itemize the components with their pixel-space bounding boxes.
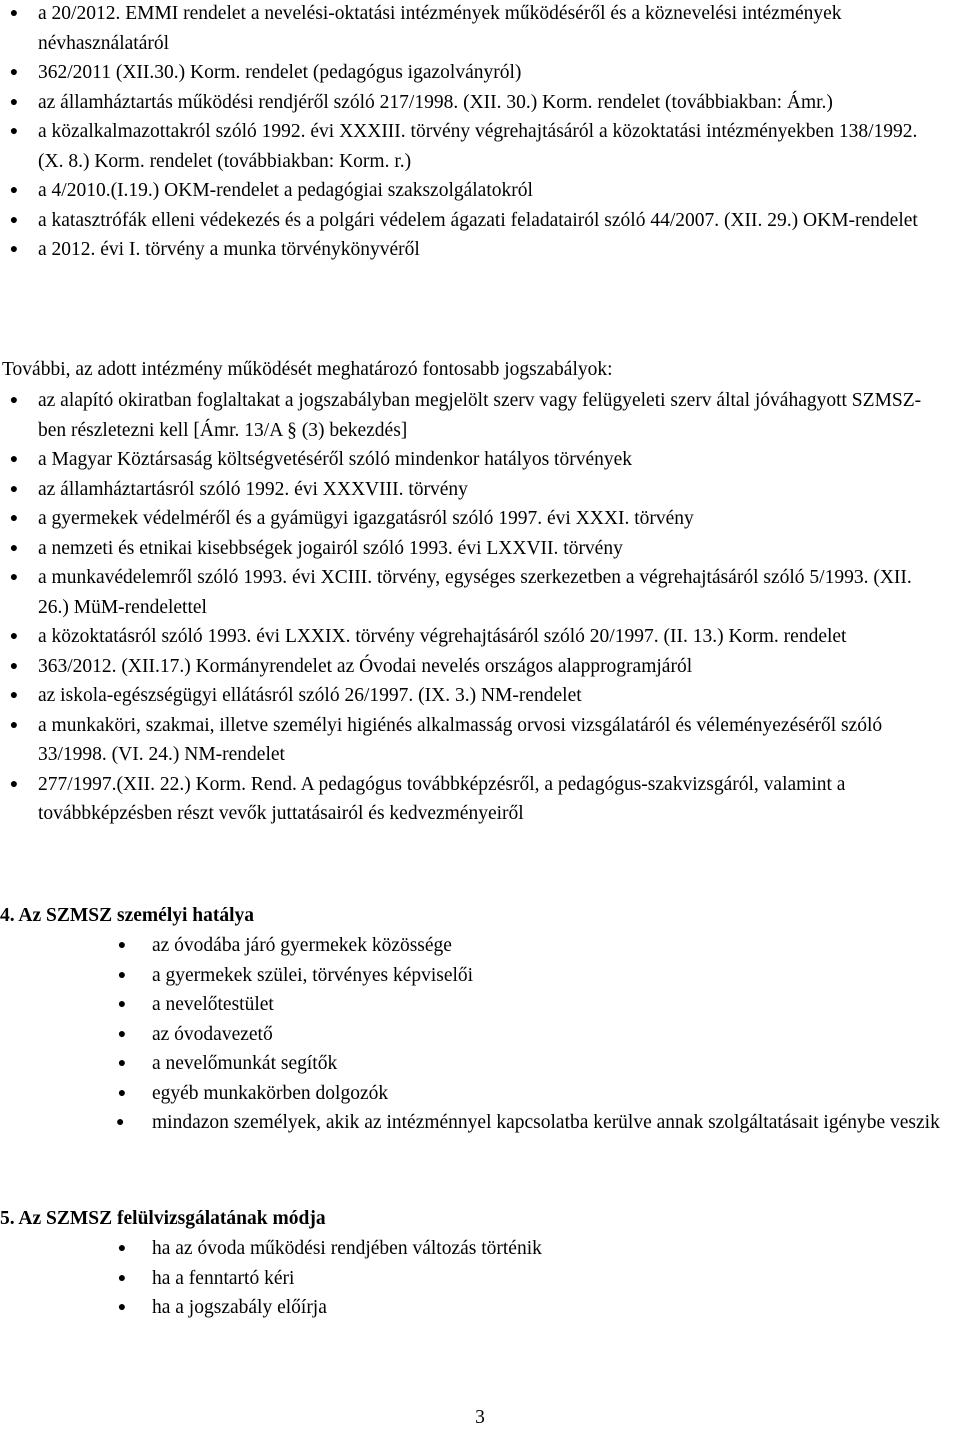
list-item: ● a katasztrófák elleni védekezés és a polgári védelem ágazati feladatairól szóló 44/2007. (XII. 29.) OKM-rendelet: [38, 206, 940, 236]
list-item: ● az óvodavezető: [152, 1020, 956, 1050]
bullet-icon: ●: [9, 65, 19, 80]
bullet-icon: ●: [9, 658, 19, 674]
list-item: ● 363/2012. (XII.17.) Kormányrendelet az Óvodai nevelés országos alapprogramjáról: [38, 652, 940, 682]
list-item: ● a közalkalmazottakról szóló 1992. évi XXXIII. törvény végrehajtásáról a közoktatási intézményekben 138/1992. (X. 8.) Korm. rendelet (továbbiakban: Korm. r.): [38, 117, 940, 176]
bullet-icon: ●: [9, 6, 19, 21]
bullet-icon: ●: [9, 212, 19, 228]
list-item: ● a gyermekek szülei, törvényes képviselői: [152, 961, 956, 991]
list-item: ● ha a jogszabály előírja: [152, 1293, 956, 1323]
intro-paragraph: További, az adott intézmény működését meghatározó fontosabb jogszabályok:: [2, 359, 613, 380]
bullet-icon: ●: [117, 938, 127, 953]
further-regulation-list: [9, 386, 940, 829]
regulation-list: [9, 0, 940, 265]
list-item: ● a közoktatásról szóló 1993. évi LXXIX. törvény végrehajtásáról szóló 20/1997. (II. 13.) Korm. rendelet: [38, 622, 940, 652]
list-item: ● a munkavédelemről szóló 1993. évi XCIII. törvény, egységes szerkezetben a végrehajtásáról szóló 5/1993. (XII. 26.) MüM-rendelettel: [38, 563, 940, 622]
bullet-icon: ●: [117, 1300, 127, 1315]
bullet-icon: ●: [9, 94, 19, 110]
bullet-icon: ●: [9, 776, 19, 792]
list-item: ● ha a fenntartó kéri: [152, 1264, 956, 1294]
bullet-icon: ●: [9, 570, 19, 585]
section-heading-4: 4. Az SZMSZ személyi hatálya: [0, 905, 255, 926]
page-number: 3: [475, 1407, 485, 1428]
list-item: ● 362/2011 (XII.30.) Korm. rendelet (pedagógus igazolványról): [38, 58, 940, 88]
bullet-icon: ●: [9, 688, 19, 703]
bullet-icon: ●: [117, 1056, 127, 1071]
review-list: [117, 1234, 956, 1323]
bullet-icon: ●: [9, 393, 19, 408]
list-item: ● a nemzeti és etnikai kisebbségek jogairól szóló 1993. évi LXXVII. törvény: [38, 534, 940, 564]
list-item: ● a 2012. évi I. törvény a munka törvénykönyvéről: [38, 235, 940, 265]
bullet-icon: ●: [9, 242, 19, 257]
list-item: ● a nevelőmunkát segítők: [152, 1049, 956, 1079]
list-item: ● az iskola-egészségügyi ellátásról szóló 26/1997. (IX. 3.) NM-rendelet: [38, 681, 940, 711]
bullet-icon: ●: [117, 1085, 127, 1101]
bullet-icon: ●: [117, 1241, 127, 1256]
list-item: ● a munkaköri, szakmai, illetve személyi higiénés alkalmasság orvosi vizsgálatáról és véleményezéséről szóló 33/1998. (VI. 24.) NM-rendelet: [38, 711, 940, 770]
list-item: ● 277/1997.(XII. 22.) Korm. Rend. A pedagógus továbbképzésről, a pedagógus-szakvizsgáról, valamint a továbbképzésben részt vevők juttatásairól és kedvezményeiről: [38, 770, 940, 829]
bullet-icon: ●: [9, 717, 19, 733]
bullet-icon: ●: [9, 540, 19, 556]
bullet-icon: ●: [117, 997, 127, 1012]
bullet-icon: ●: [116, 1115, 125, 1130]
list-item: ● az alapító okiratban foglaltakat a jogszabályban megjelölt szerv vagy felügyeleti szerv által jóváhagyott SZMSZ-ben részletezni kell [Ámr. 13/A § (3) bekezdés]: [38, 386, 940, 445]
list-item: ● ha az óvoda működési rendjében változás történik: [152, 1234, 956, 1264]
bullet-icon: ●: [117, 1026, 127, 1042]
list-item: ● a Magyar Köztársaság költségvetéséről szóló mindenkor hatályos törvények: [38, 445, 940, 475]
list-item: ● mindazon személyek, akik az intézménnyel kapcsolatba kerülve annak szolgáltatásait igénybe veszik: [152, 1108, 956, 1138]
list-item: ● a nevelőtestület: [152, 990, 956, 1020]
list-item: ● az államháztartás működési rendjéről szóló 217/1998. (XII. 30.) Korm. rendelet (továbbiakban: Ámr.): [38, 88, 940, 118]
bullet-icon: ●: [117, 1270, 127, 1286]
bullet-icon: ●: [9, 124, 19, 139]
section-heading-5: 5. Az SZMSZ felülvizsgálatának módja: [0, 1208, 326, 1229]
bullet-icon: ●: [9, 452, 19, 467]
scope-list: [116, 931, 956, 1138]
bullet-icon: ●: [9, 481, 19, 497]
bullet-icon: ●: [117, 967, 127, 983]
list-item: ● a gyermekek védelméről és a gyámügyi igazgatásról szóló 1997. évi XXXI. törvény: [38, 504, 940, 534]
bullet-icon: ●: [9, 511, 19, 526]
list-item: ● az óvodába járó gyermekek közössége: [152, 931, 956, 961]
list-item: ● az államháztartásról szóló 1992. évi XXXVIII. törvény: [38, 475, 940, 505]
list-item: ● a 4/2010.(I.19.) OKM-rendelet a pedagógiai szakszolgálatokról: [38, 176, 940, 206]
list-item: ● a 20/2012. EMMI rendelet a nevelési-oktatási intézmények működéséről és a köznevelési intézmények névhasználatáról: [38, 0, 940, 58]
list-item: ● egyéb munkakörben dolgozók: [152, 1079, 956, 1109]
bullet-icon: ●: [9, 183, 19, 198]
bullet-icon: ●: [9, 629, 19, 644]
